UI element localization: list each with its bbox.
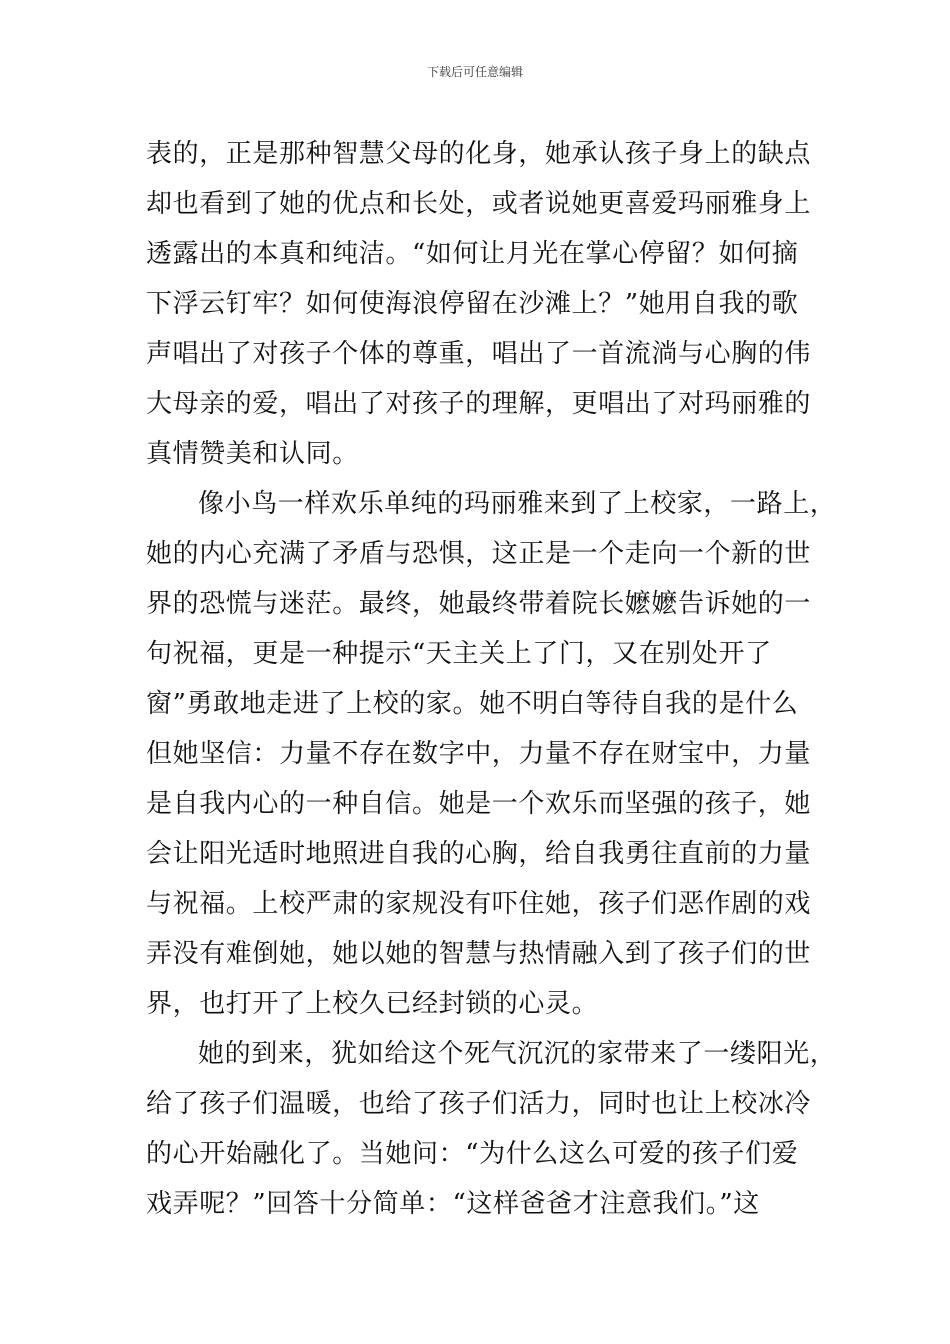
text-line: 与祝福。上校严肃的家规没有吓住她，孩子们恶作剧的戏 <box>146 889 812 919</box>
paragraph <box>146 129 812 479</box>
paragraph <box>146 1029 837 1229</box>
text-line: 真情赞美和认同。 <box>146 439 359 469</box>
text-line: 给了孩子们温暖，也给了孩子们活力，同时也让上校冰冷 <box>146 1089 812 1119</box>
text-line: 透露出的本真和纯洁。“如何让月光在掌心停留？如何摘 <box>146 239 799 269</box>
text-line: 表的，正是那种智慧父母的化身，她承认孩子身上的缺点 <box>146 139 812 169</box>
text-line: 会让阳光适时地照进自我的心胸，给自我勇往直前的力量 <box>146 839 812 869</box>
text-line: 却也看到了她的优点和长处，或者说她更喜爱玛丽雅身上 <box>146 189 812 219</box>
text-line: 大母亲的爱，唱出了对孩子的理解，更唱出了对玛丽雅的 <box>146 389 812 419</box>
text-line: 界，也打开了上校久已经封锁的心灵。 <box>146 989 599 1019</box>
text-line: 句祝福，更是一种提示“天主关上了门，又在别处开了 <box>146 639 772 669</box>
text-line: 弄没有难倒她，她以她的智慧与热情融入到了孩子们的世 <box>146 939 812 969</box>
text-line-first: 她的到来，犹如给这个死气沉沉的家带来了一缕阳光， <box>198 1039 837 1069</box>
text-line: 窗”勇敢地走进了上校的家。她不明白等待自我的是什么 <box>146 689 799 719</box>
text-line: 的心开始融化了。当她问：“为什么这么可爱的孩子们爱 <box>146 1139 799 1169</box>
text-line: 下浮云钉牢？如何使海浪停留在沙滩上？”她用自我的歌 <box>146 289 799 319</box>
text-line-first: 像小鸟一样欢乐单纯的玛丽雅来到了上校家，一路上， <box>198 489 837 519</box>
text-line: 是自我内心的一种自信。她是一个欢乐而坚强的孩子，她 <box>146 789 812 819</box>
text-line: 界的恐慌与迷茫。最终，她最终带着院长嬷嬷告诉她的一 <box>146 589 812 619</box>
text-line: 声唱出了对孩子个体的尊重，唱出了一首流淌与心胸的伟 <box>146 339 812 369</box>
page-header: 下载后可任意编辑 <box>426 65 523 79</box>
text-line: 戏弄呢？”回答十分简单：“这样爸爸才注意我们。”这 <box>146 1189 760 1219</box>
paragraph <box>146 479 837 1029</box>
text-line: 她的内心充满了矛盾与恐惧，这正是一个走向一个新的世 <box>146 539 812 569</box>
text-line: 但她坚信：力量不存在数字中，力量不存在财宝中，力量 <box>146 739 812 769</box>
document-body <box>146 129 837 1229</box>
